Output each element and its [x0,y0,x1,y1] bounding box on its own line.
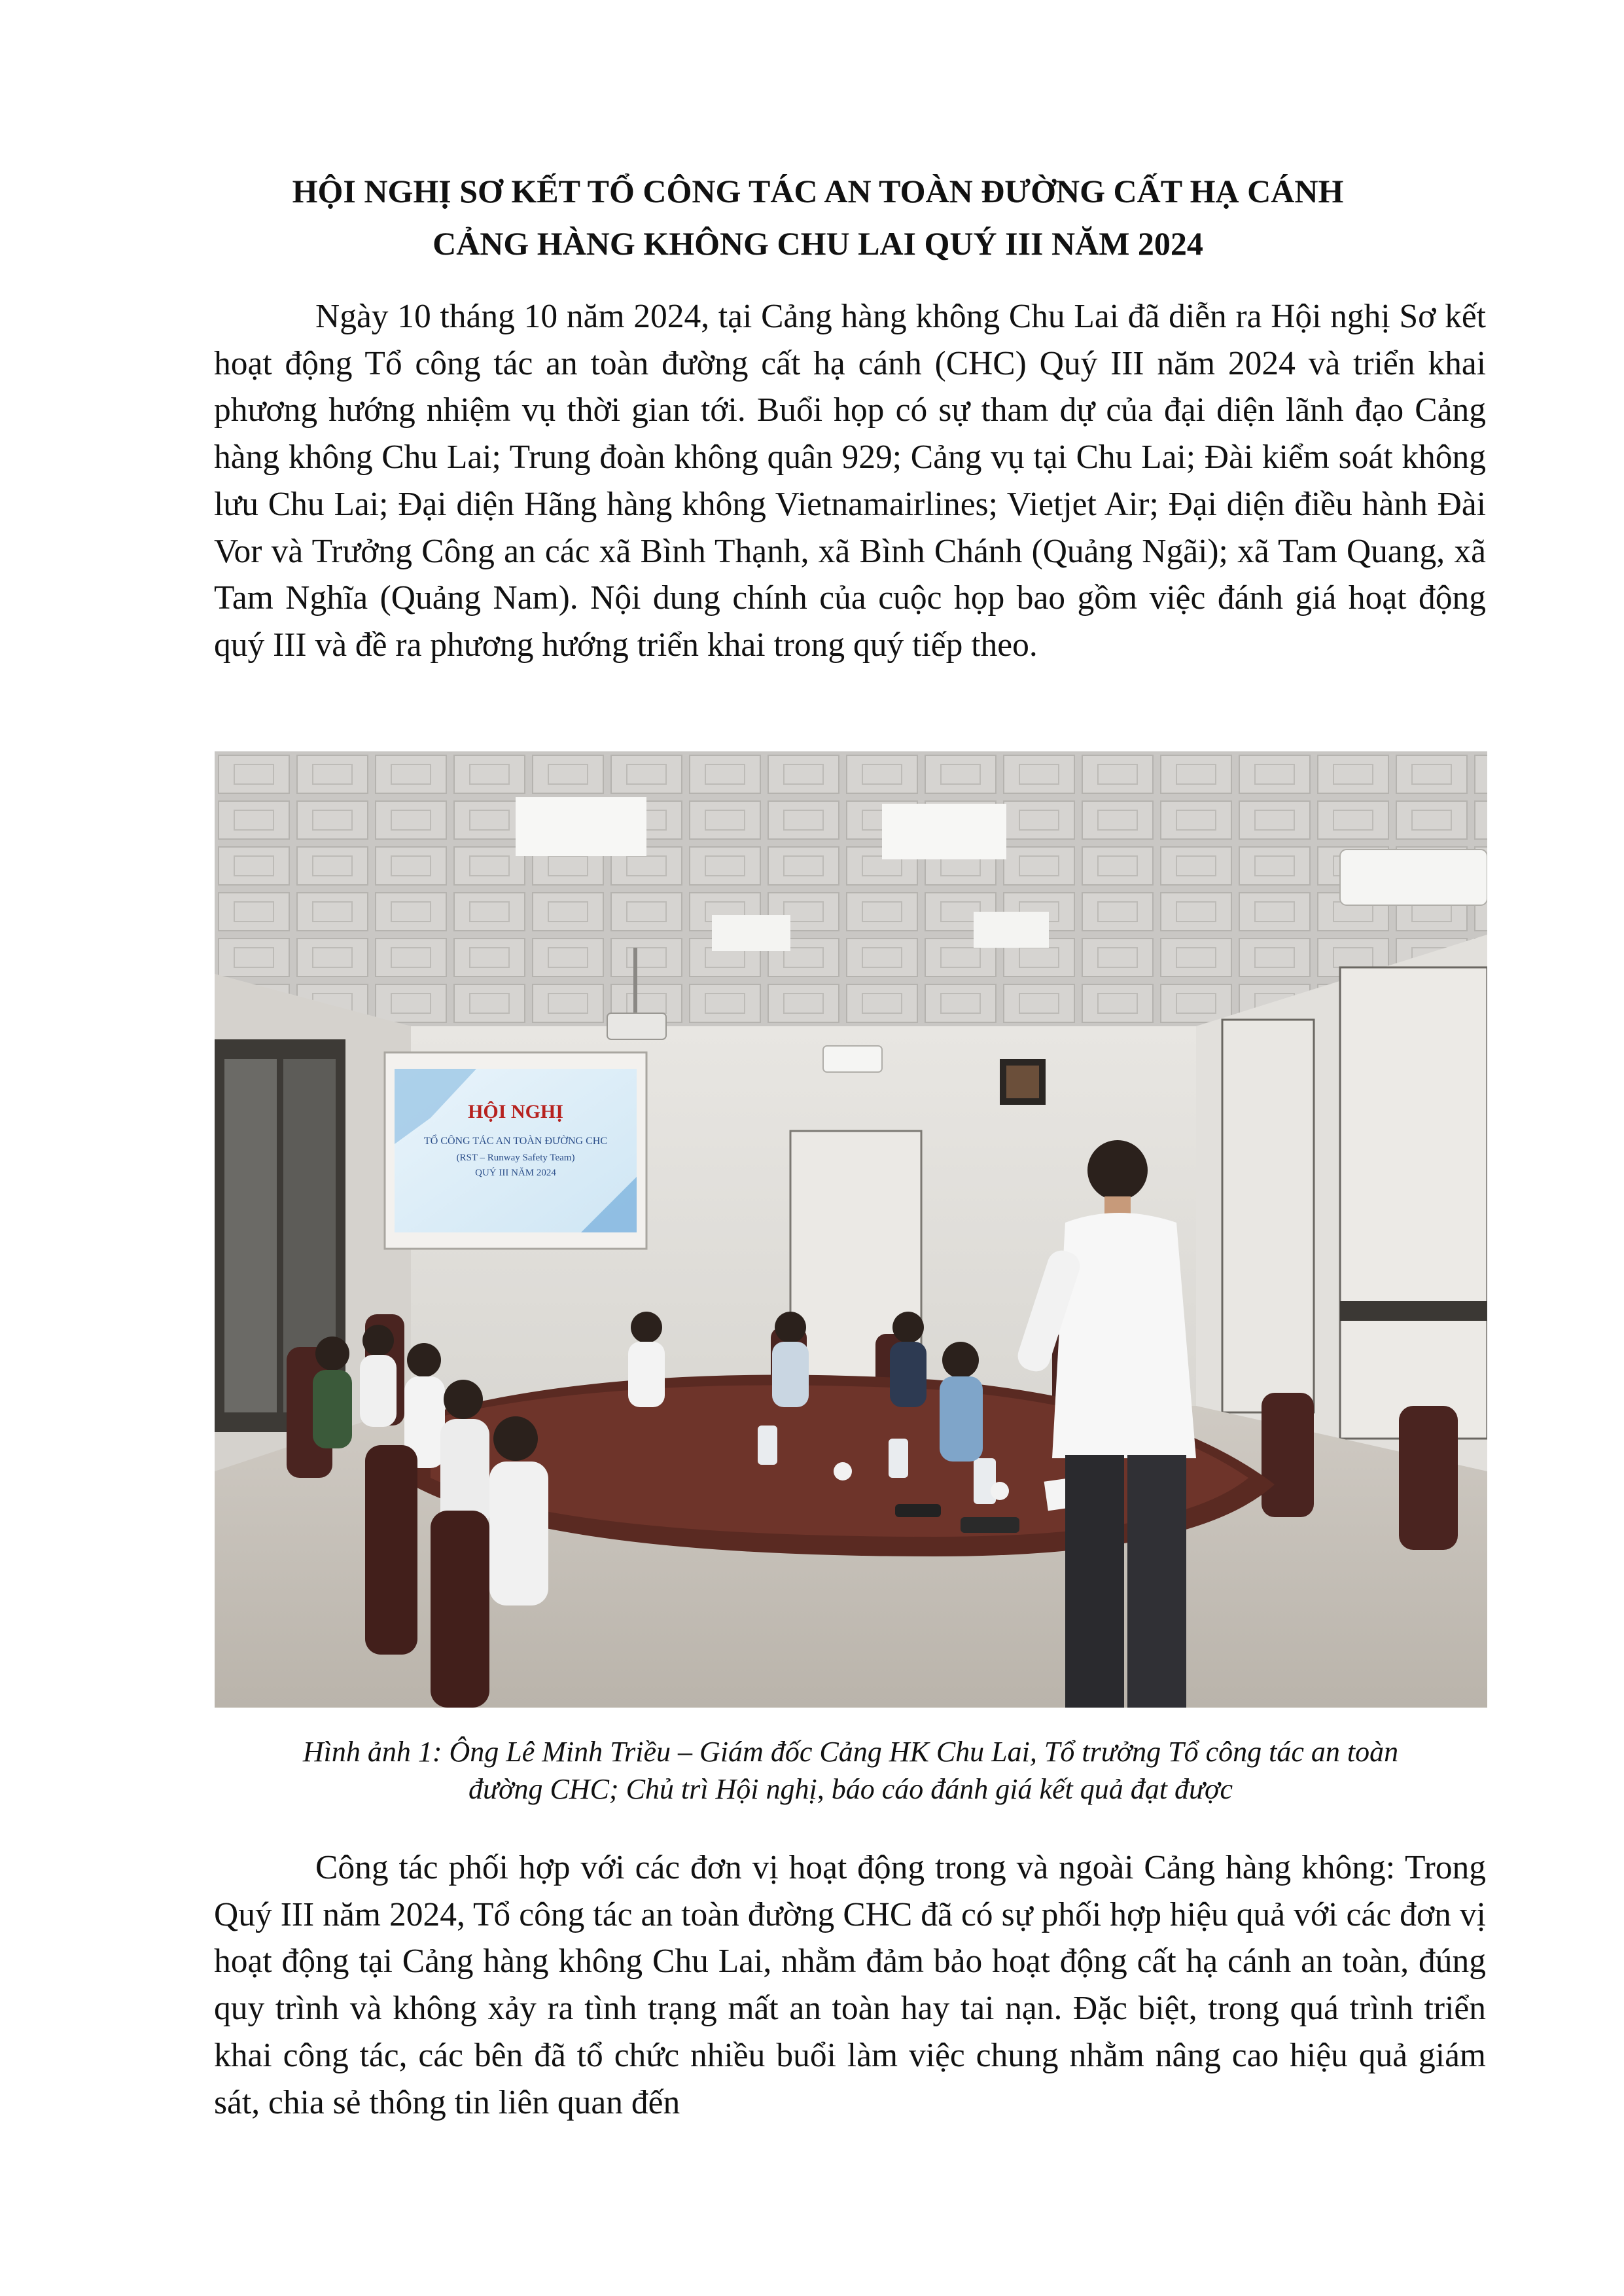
document-title [164,165,1472,270]
screen-line-2: (RST – Runway Safety Team) [456,1153,575,1163]
caption-line-2: đường CHC; Chủ trì Hội nghị, báo cáo đánh giá kết quả đạt được [468,1773,1233,1805]
ceiling-light [974,912,1049,948]
body-paragraph-2: Công tác phối hợp với các đơn vị hoạt động trong và ngoài Cảng hàng không: Trong Quý III năm 2024, Tổ công tác an toàn đường CHC đã có sự phối hợp hiệu quả với các đơn vị hoạt động tại Cảng hàng không Chu Lai, nhằm đảm bảo hoạt động cất hạ cánh an toàn, đúng quy trình và không xảy ra tình trạng mất an toàn hay tai nạn. Đặc biệt, trong quá trình triển khai công tác, các bên đã tổ chức nhiều buổi làm việc chung nhằm nâng cao hiệu quả giám sát, chia sẻ thông tin liên quan đến [214,1849,1486,2121]
photo-caption [196,1733,1505,1808]
projector [607,1013,666,1039]
ceiling-light [882,804,1006,859]
screen-line-3: QUÝ III NĂM 2024 [475,1168,556,1178]
screen-title: HỘI NGHỊ [468,1101,563,1122]
title-line-1: HỘI NGHỊ SƠ KẾT TỔ CÔNG TÁC AN TOÀN ĐƯỜNG CẤT HẠ CÁNH [292,173,1344,209]
caption-line-1: Hình ảnh 1: Ông Lê Minh Triều – Giám đốc Cảng HK Chu Lai, Tổ trưởng Tổ công tác an toàn [302,1736,1399,1768]
air-conditioner [1340,850,1487,905]
meeting-photo [215,751,1487,1708]
screen-line-1: TỔ CÔNG TÁC AN TOÀN ĐƯỜNG CHC [424,1136,607,1147]
title-line-2: CẢNG HÀNG KHÔNG CHU LAI QUÝ III NĂM 2024 [432,225,1203,262]
ceiling-light [516,797,646,856]
body-paragraph-1: Ngày 10 tháng 10 năm 2024, tại Cảng hàng không Chu Lai đã diễn ra Hội nghị Sơ kết hoạt động Tổ công tác an toàn đường cất hạ cánh (CHC) Quý III năm 2024 và triển khai phương hướng nhiệm vụ thời gian tới. Buổi họp có sự tham dự của đại diện lãnh đạo Cảng hàng không Chu Lai; Trung đoàn không quân 929; Cảng vụ tại Chu Lai; Đài kiểm soát không lưu Chu Lai; Đại diện Hãng hàng không Vietnamairlines; Vietjet Air; Đại diện điều hành Đài Vor và Trưởng Công an các xã Bình Thạnh, xã Bình Chánh (Quảng Ngãi); xã Tam Quang, xã Tam Nghĩa (Quảng Nam). Nội dung chính của cuộc họp bao gồm việc đánh giá hoạt động quý III và đề ra phương hướng triển khai trong quý tiếp theo. [214,298,1486,664]
air-conditioner [823,1046,882,1072]
ceiling-light [712,915,790,951]
